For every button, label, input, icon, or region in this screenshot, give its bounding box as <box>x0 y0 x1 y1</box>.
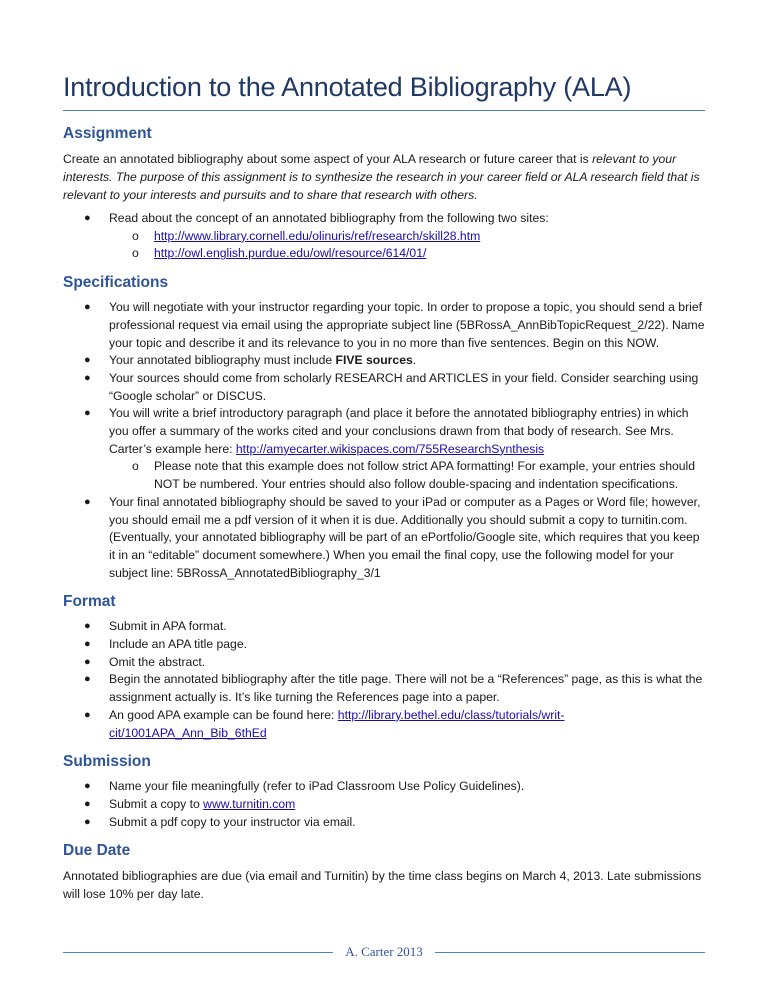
page-title: Introduction to the Annotated Bibliography (ALA) <box>63 70 705 111</box>
list-item <box>84 796 705 814</box>
sub-bullet-icon: o <box>132 228 139 243</box>
bullet-icon: ● <box>84 708 91 721</box>
spec-sub-list <box>109 458 705 493</box>
format-list <box>63 618 705 742</box>
format-item: Omit the abstract. <box>109 654 206 669</box>
specifications-list <box>63 299 705 582</box>
list-item <box>84 778 705 796</box>
carter-example-link[interactable]: http://amyecarter.wikispaces.com/755ResearchSynthesis <box>235 441 545 456</box>
due-date-heading: Due Date <box>63 842 131 860</box>
list-item <box>84 636 705 654</box>
bullet-icon: ● <box>84 673 91 686</box>
purdue-owl-link[interactable]: http://owl.english.purdue.edu/owl/resource/614/01/ <box>154 246 427 261</box>
list-item <box>84 352 705 370</box>
assignment-heading: Assignment <box>63 125 152 142</box>
sub-bullet-icon: o <box>132 246 139 261</box>
spec-scholarly-text: Your sources should come from scholarly RESEARCH and ARTICLES in your field. Consider searching using “Google scholar” or DISCUS. <box>109 370 699 403</box>
bullet-icon: ● <box>84 407 91 420</box>
list-item <box>84 210 705 263</box>
submission-name-file: Name your file meaningfully (refer to iPad Classroom Use Policy Guidelines). <box>109 779 525 794</box>
assignment-bullet-text: Read about the concept of an annotated bibliography from the following two sites: <box>109 211 549 225</box>
specifications-heading: Specifications <box>63 274 169 292</box>
bullet-icon: ● <box>84 371 91 384</box>
list-item <box>132 245 705 263</box>
document-page <box>63 70 705 909</box>
spec-intro-paragraph-text: You will write a brief introductory paragraph (and place it before the annotated bibliography entries) in which you offer a summary of the works cited and your conclusions drawn from that body of research. See Mrs. Carter’s example here: <box>109 406 689 456</box>
assignment-intro <box>63 150 705 204</box>
list-item <box>84 494 705 583</box>
list-item <box>84 405 705 494</box>
list-item <box>84 370 705 405</box>
bullet-icon: ● <box>84 638 91 651</box>
format-heading: Format <box>63 593 116 611</box>
submission-pdf-text: Submit a pdf copy to your instructor via email. <box>109 814 356 829</box>
due-date-text: Annotated bibliographies are due (via email and Turnitin) by the time class begins on March 4, 2013. Late submissions will lose 10% per day late. <box>63 869 702 902</box>
bullet-icon: ● <box>84 655 91 668</box>
list-item <box>84 299 705 352</box>
list-item <box>132 228 705 246</box>
bullet-icon: ● <box>84 620 91 633</box>
bullet-icon: ● <box>84 797 91 810</box>
assignment-list <box>63 210 705 263</box>
bullet-icon: ● <box>84 815 91 828</box>
spec-apa-note: Please note that this example does not follow strict APA formatting! For example, your entries should NOT be numbered. Your entries should also follow double-spacing and indentation specifications. <box>154 459 696 492</box>
spec-sources-end: . <box>412 353 417 368</box>
format-item: Include an APA title page. <box>109 637 247 652</box>
spec-sources-text: Your annotated bibliography must include <box>109 353 336 368</box>
spec-topic-text: You will negotiate with your instructor regarding your topic. In order to propose a topic, you should send a brief professional request via email using the appropriate subject line (5BRossA_AnnBibTopicRequest_2/22). Name your topic and describe it and its relevance to you in no more than five sentences. Begin on this NOW. <box>109 300 705 350</box>
submission-list <box>63 778 705 831</box>
list-item <box>84 671 705 706</box>
turnitin-link[interactable]: www.turnitin.com <box>203 796 296 811</box>
bullet-icon: ● <box>84 301 91 314</box>
sub-bullet-icon: o <box>132 459 139 474</box>
footer-rule-right <box>435 952 705 953</box>
format-example-text: An good APA example can be found here: <box>109 707 338 722</box>
list-item <box>132 458 705 493</box>
spec-five-sources: FIVE sources <box>335 353 413 368</box>
footer-author: A. Carter 2013 <box>345 944 423 959</box>
format-item: Begin the annotated bibliography after the title page. There will not be a “References” page, as this is what the assignment actually is. It’s like turning the References page into a paper. <box>109 672 703 705</box>
format-item: Submit in APA format. <box>109 619 227 634</box>
assignment-intro-italic: relevant to your interests. The purpose of this assignment is to synthesize the research in your career field or ALA research field that is relevant to your interests and pursuits and to share that research with others. <box>63 152 700 202</box>
spec-final-text: Your final annotated bibliography should be saved to your iPad or computer as a Pages or Word file; however, you should email me a pdf version of it when it is due. Additionally you should submit a copy to turnitin.com. (Eventually, your annotated bibliography will be part of an ePortfolio/Google site, which requires that you keep it in an “editable” document somewhere.) When you email the final copy, use the following model for your subject line: 5BRossA_AnnotatedBibliography_3/1 <box>109 494 701 580</box>
page-footer <box>63 944 705 964</box>
list-item <box>84 618 705 636</box>
assignment-intro-plain: Create an annotated bibliography about some aspect of your ALA research or future career that is <box>63 152 593 166</box>
bullet-icon: ● <box>84 212 91 224</box>
cornell-link[interactable]: http://www.library.cornell.edu/olinuris/ref/research/skill28.htm <box>154 228 481 243</box>
submission-copy-text: Submit a copy to <box>109 796 204 811</box>
submission-heading: Submission <box>63 753 151 771</box>
bethel-apa-link[interactable]: http://library.bethel.edu/class/tutorials/writ-cit/1001APA_Ann_Bib_6thEd <box>109 707 565 740</box>
assignment-links <box>109 228 705 263</box>
bullet-icon: ● <box>84 495 91 508</box>
bullet-icon: ● <box>84 780 91 793</box>
list-item <box>84 707 705 742</box>
list-item <box>84 814 705 832</box>
bullet-icon: ● <box>84 354 91 367</box>
list-item <box>84 654 705 672</box>
